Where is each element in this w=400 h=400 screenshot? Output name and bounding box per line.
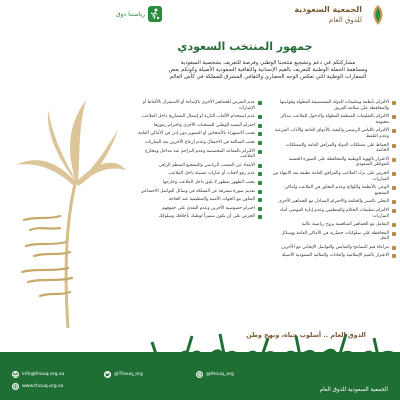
bullet-icon <box>258 132 262 136</box>
bullet-icon <box>258 115 262 119</box>
soccer-player-icon <box>148 6 162 22</box>
bullet-icon <box>258 207 262 211</box>
bullet-icon <box>258 181 262 185</box>
list-item: الالتزام بتعليمات الحكام والمنظمين وعدم إثارة الفوضى أثناء المباريات <box>272 208 396 219</box>
mail-icon <box>12 371 19 378</box>
org-name-block <box>294 5 362 25</box>
intro-paragraph <box>148 60 388 81</box>
bullet-icon <box>392 186 396 190</box>
list-item: الاعتزاز بالقيم الإسلامية والعادات والتقاليد السعودية الأصيلة <box>272 253 396 259</box>
palm-decoration <box>6 70 128 330</box>
sports-badge <box>116 6 162 22</box>
org-name-line2: للذوق العام <box>328 16 362 24</box>
list-item: الالتزام بالمقاعد المخصصة وعدم التزاحم عند مداخل ومخارج الملاعب <box>138 149 262 160</box>
list-item: الوعي بالأنظمة واللوائح وعدم التجاوز في الملاعب وأماكن التشجيع <box>272 185 396 196</box>
bullet-icon <box>392 129 396 133</box>
guidelines-column-right <box>272 100 396 262</box>
bullet-icon <box>392 223 396 227</box>
list-item: الالتزام باللباس الرسمي والتقيد بالأذواق العامة والآداب المرعية وعدم التلفظ <box>272 128 396 139</box>
list-item: الالتزام بالتعليمات المنظمة للبطولة والدخول للملاعب بتذاكر مختومة <box>272 114 396 125</box>
bullet-icon <box>392 144 396 148</box>
list-item: المحافظة على سلوكيات حضارية في الأماكن العامة ووسائل النقل <box>272 231 396 242</box>
contact-handle[interactable] <box>196 371 234 378</box>
list-item: احترام النشيد الوطني للمنتخبات الأخرى واحترام رموزها <box>138 123 262 129</box>
globe-icon <box>12 383 19 390</box>
list-item: التعامل مع الجماهير المنافسة بروح رياضية عالية <box>272 222 396 228</box>
list-item: الاعتزاز بالهوية الوطنية والمحافظة على الصورة الحسنة للمواطن السعودي <box>272 157 396 168</box>
contact-website[interactable] <box>12 383 63 390</box>
bullet-icon <box>258 150 262 154</box>
footer-org-name: الجمعية السعودية للذوق العام <box>319 387 388 393</box>
guidelines-column-left <box>138 100 262 223</box>
guidelines-list <box>138 100 396 325</box>
contact-email[interactable] <box>12 371 64 378</box>
list-item: عدم التعرض للجماهير الأخرى بالإساءة أو الاستفزاز بالألفاظ أو الإشارات <box>138 100 262 111</box>
list-item: تجنب الاستهزاء بالأشخاص أو التصوير دون إذن في الأماكن العامة <box>138 131 262 137</box>
header <box>0 0 400 34</box>
bullet-icon <box>392 254 396 258</box>
list-item: الابتعاد عن التعصب الرياضي والتشجيع المنظم الراقي <box>138 163 262 169</box>
org-name-line1: الجمعية السعودية <box>294 5 362 14</box>
twitter-text: @Thouq_org <box>114 372 143 377</box>
bullet-icon <box>258 124 262 128</box>
bullet-icon <box>392 209 396 213</box>
list-item: احترام خصوصية الآخرين وعدم التعدي على حقوقهم <box>138 206 262 212</box>
org-logo-icon <box>368 4 388 26</box>
list-item: تجنب الظهور بمظهر لا يليق داخل الملاعب وخارجها <box>138 180 262 186</box>
bullet-icon <box>258 198 262 202</box>
bullet-icon <box>392 200 396 204</box>
list-item: تقديم صورة مشرفة عن المملكة في وسائل التواصل الاجتماعي <box>138 189 262 195</box>
list-item: الالتزام بأنظمة وتعليمات الدولة المستضيفة للبطولة وقوانينها والمحافظة على سلامة الفريق <box>272 100 396 111</box>
contact-twitter[interactable] <box>104 371 143 378</box>
bullet-icon <box>392 101 396 105</box>
list-item: مراعاة قيم التسامح والتعايش والتواصل الإيجابي مع الآخرين <box>272 245 396 251</box>
website-text: www.thouq.org.sa <box>22 384 64 389</box>
email-text: info@thouq.org.sa <box>22 372 65 377</box>
list-item: التعاون مع الجهات الأمنية والتنظيمية عند الحاجة <box>138 197 262 203</box>
intro-line: مشاركتكم في دعم وتشجيع منتخبنا الوطني وفرصة للتعريف بشخصية السعودية <box>180 60 356 66</box>
bullet-icon <box>258 172 262 176</box>
bullet-icon <box>258 190 262 194</box>
bullet-icon <box>258 101 262 105</box>
slogan: الذوق العام .. أسلوب حياة، ونهج وطن <box>246 331 366 339</box>
list-item: تجنب المبالغة في الاحتفال وعدم إزعاج الآخرين بعد المباريات <box>138 140 262 146</box>
list-item: عدم رفع لافتات أو عبارات مسيئة داخل الملاعب <box>138 171 262 177</box>
bullet-icon <box>392 232 396 236</box>
bullet-icon <box>258 164 262 168</box>
org-brand <box>294 4 388 26</box>
bullet-icon <box>258 141 262 145</box>
bullet-icon <box>258 215 262 219</box>
intro-line: ومساهمة الحملة الوطنية للتعريف بالقيم الإنسانية والثقافية السعودية الأصيلة وكونكم بعض <box>168 67 368 73</box>
handle-text: @thouq_org <box>206 372 234 377</box>
list-item: عدم استخدام الألعاب النارية أو إشعال الشماريخ داخل الملاعب <box>138 114 262 120</box>
twitter-icon <box>104 371 111 378</box>
sports-label: رياضتنا ذوق <box>116 10 146 18</box>
footer <box>0 352 400 400</box>
bullet-icon <box>392 246 396 250</box>
bullet-icon <box>392 172 396 176</box>
intro-line: السفارات الوطنية التي تعكس الوجه الحضاري والثقافي المشرق للمملكة في كأس العالم <box>169 74 367 80</box>
list-item: الحرص على ترك الملاعب والمرافق العامة نظيفة بعد الانتهاء من المباريات <box>272 171 396 182</box>
list-item: الحرص على أن تكون سفيراً لوطنك بأخلاقك وسلوكك <box>138 214 262 220</box>
bullet-icon <box>392 158 396 162</box>
page-title: جمهور المنتخب السعودي <box>177 40 313 53</box>
social-icon <box>196 371 203 378</box>
list-item: الحفاظ على ممتلكات الدولة والمرافق العامة والممتلكات الخاصة <box>272 143 396 154</box>
list-item: التحلي بالصبر والحكمة والاحترام المتبادل مع الجماهير الأخرى <box>272 199 396 205</box>
bullet-icon <box>392 115 396 119</box>
